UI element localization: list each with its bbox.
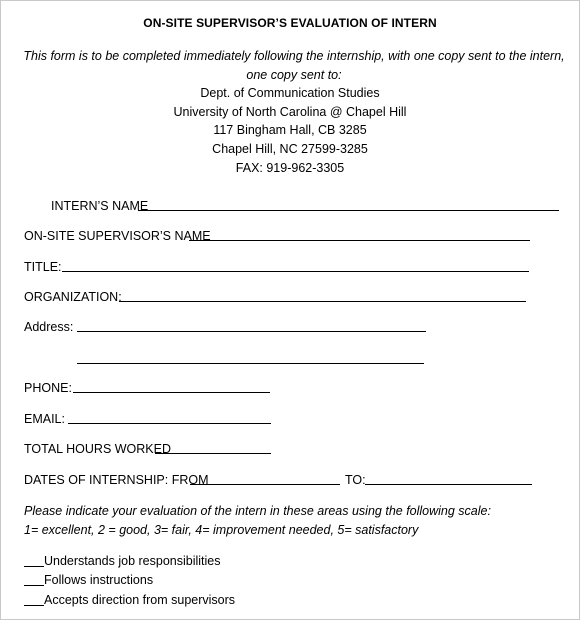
address-university: University of North Carolina @ Chapel Hill — [173, 104, 407, 119]
address-hall: 117 Bingham Hall, CB 3285 — [213, 123, 367, 138]
checklist-item — [24, 590, 235, 609]
supervisor-name-label: ON-SITE SUPERVISOR’S NAME — [24, 229, 211, 243]
dates-to-field[interactable] — [365, 484, 532, 485]
instructions-line-2: one copy sent to: — [246, 68, 342, 82]
phone-field[interactable] — [73, 392, 270, 393]
intern-name-label: INTERN’S NAME — [51, 199, 149, 213]
mailing-address — [1, 84, 579, 177]
rating-blank[interactable] — [24, 592, 44, 606]
address-city: Chapel Hill, NC 27599-3285 — [212, 142, 368, 157]
title-field[interactable] — [62, 271, 529, 272]
scale-instruction: Please indicate your evaluation of the intern in these areas using the following scale: — [24, 504, 491, 518]
checklist-item — [24, 570, 235, 589]
address-field-line-1[interactable] — [77, 331, 426, 332]
checklist-item — [24, 551, 235, 570]
intern-name-field[interactable] — [138, 210, 559, 211]
address-field-line-2[interactable] — [77, 363, 424, 364]
address-dept: Dept. of Communication Studies — [200, 86, 380, 100]
address-fax: FAX: 919-962-3305 — [235, 160, 345, 175]
total-hours-field[interactable] — [155, 453, 271, 454]
scale-legend: 1= excellent, 2 = good, 3= fair, 4= improvement needed, 5= satisfactory — [24, 523, 419, 537]
phone-label: PHONE: — [24, 381, 72, 395]
instructions-line-1: This form is to be completed immediately following the internship, with one copy sent to the intern, — [23, 49, 565, 63]
evaluation-checklist — [24, 551, 235, 609]
email-label: EMAIL: — [24, 412, 65, 426]
checklist-item-label: Accepts direction from supervisors — [44, 592, 236, 607]
organization-label: ORGANIZATION: — [24, 290, 122, 304]
organization-field[interactable] — [119, 301, 526, 302]
dates-from-label: DATES OF INTERNSHIP: FROM — [24, 473, 209, 487]
rating-blank[interactable] — [24, 553, 44, 567]
dates-to-label: TO: — [345, 473, 366, 487]
total-hours-label: TOTAL HOURS WORKED — [24, 442, 172, 456]
checklist-item-label: Understands job responsibilities — [44, 554, 221, 568]
dates-from-field[interactable] — [190, 484, 340, 485]
form-title: ON-SITE SUPERVISOR’S EVALUATION OF INTERN — [143, 16, 437, 30]
checklist-item-label: Follows instructions — [44, 573, 154, 588]
email-field[interactable] — [68, 423, 271, 424]
supervisor-name-field[interactable] — [189, 240, 530, 241]
form-instructions — [19, 47, 569, 85]
address-label: Address: — [24, 320, 74, 334]
rating-scale — [24, 502, 491, 540]
title-label: TITLE: — [24, 260, 62, 274]
rating-blank[interactable] — [24, 572, 44, 586]
